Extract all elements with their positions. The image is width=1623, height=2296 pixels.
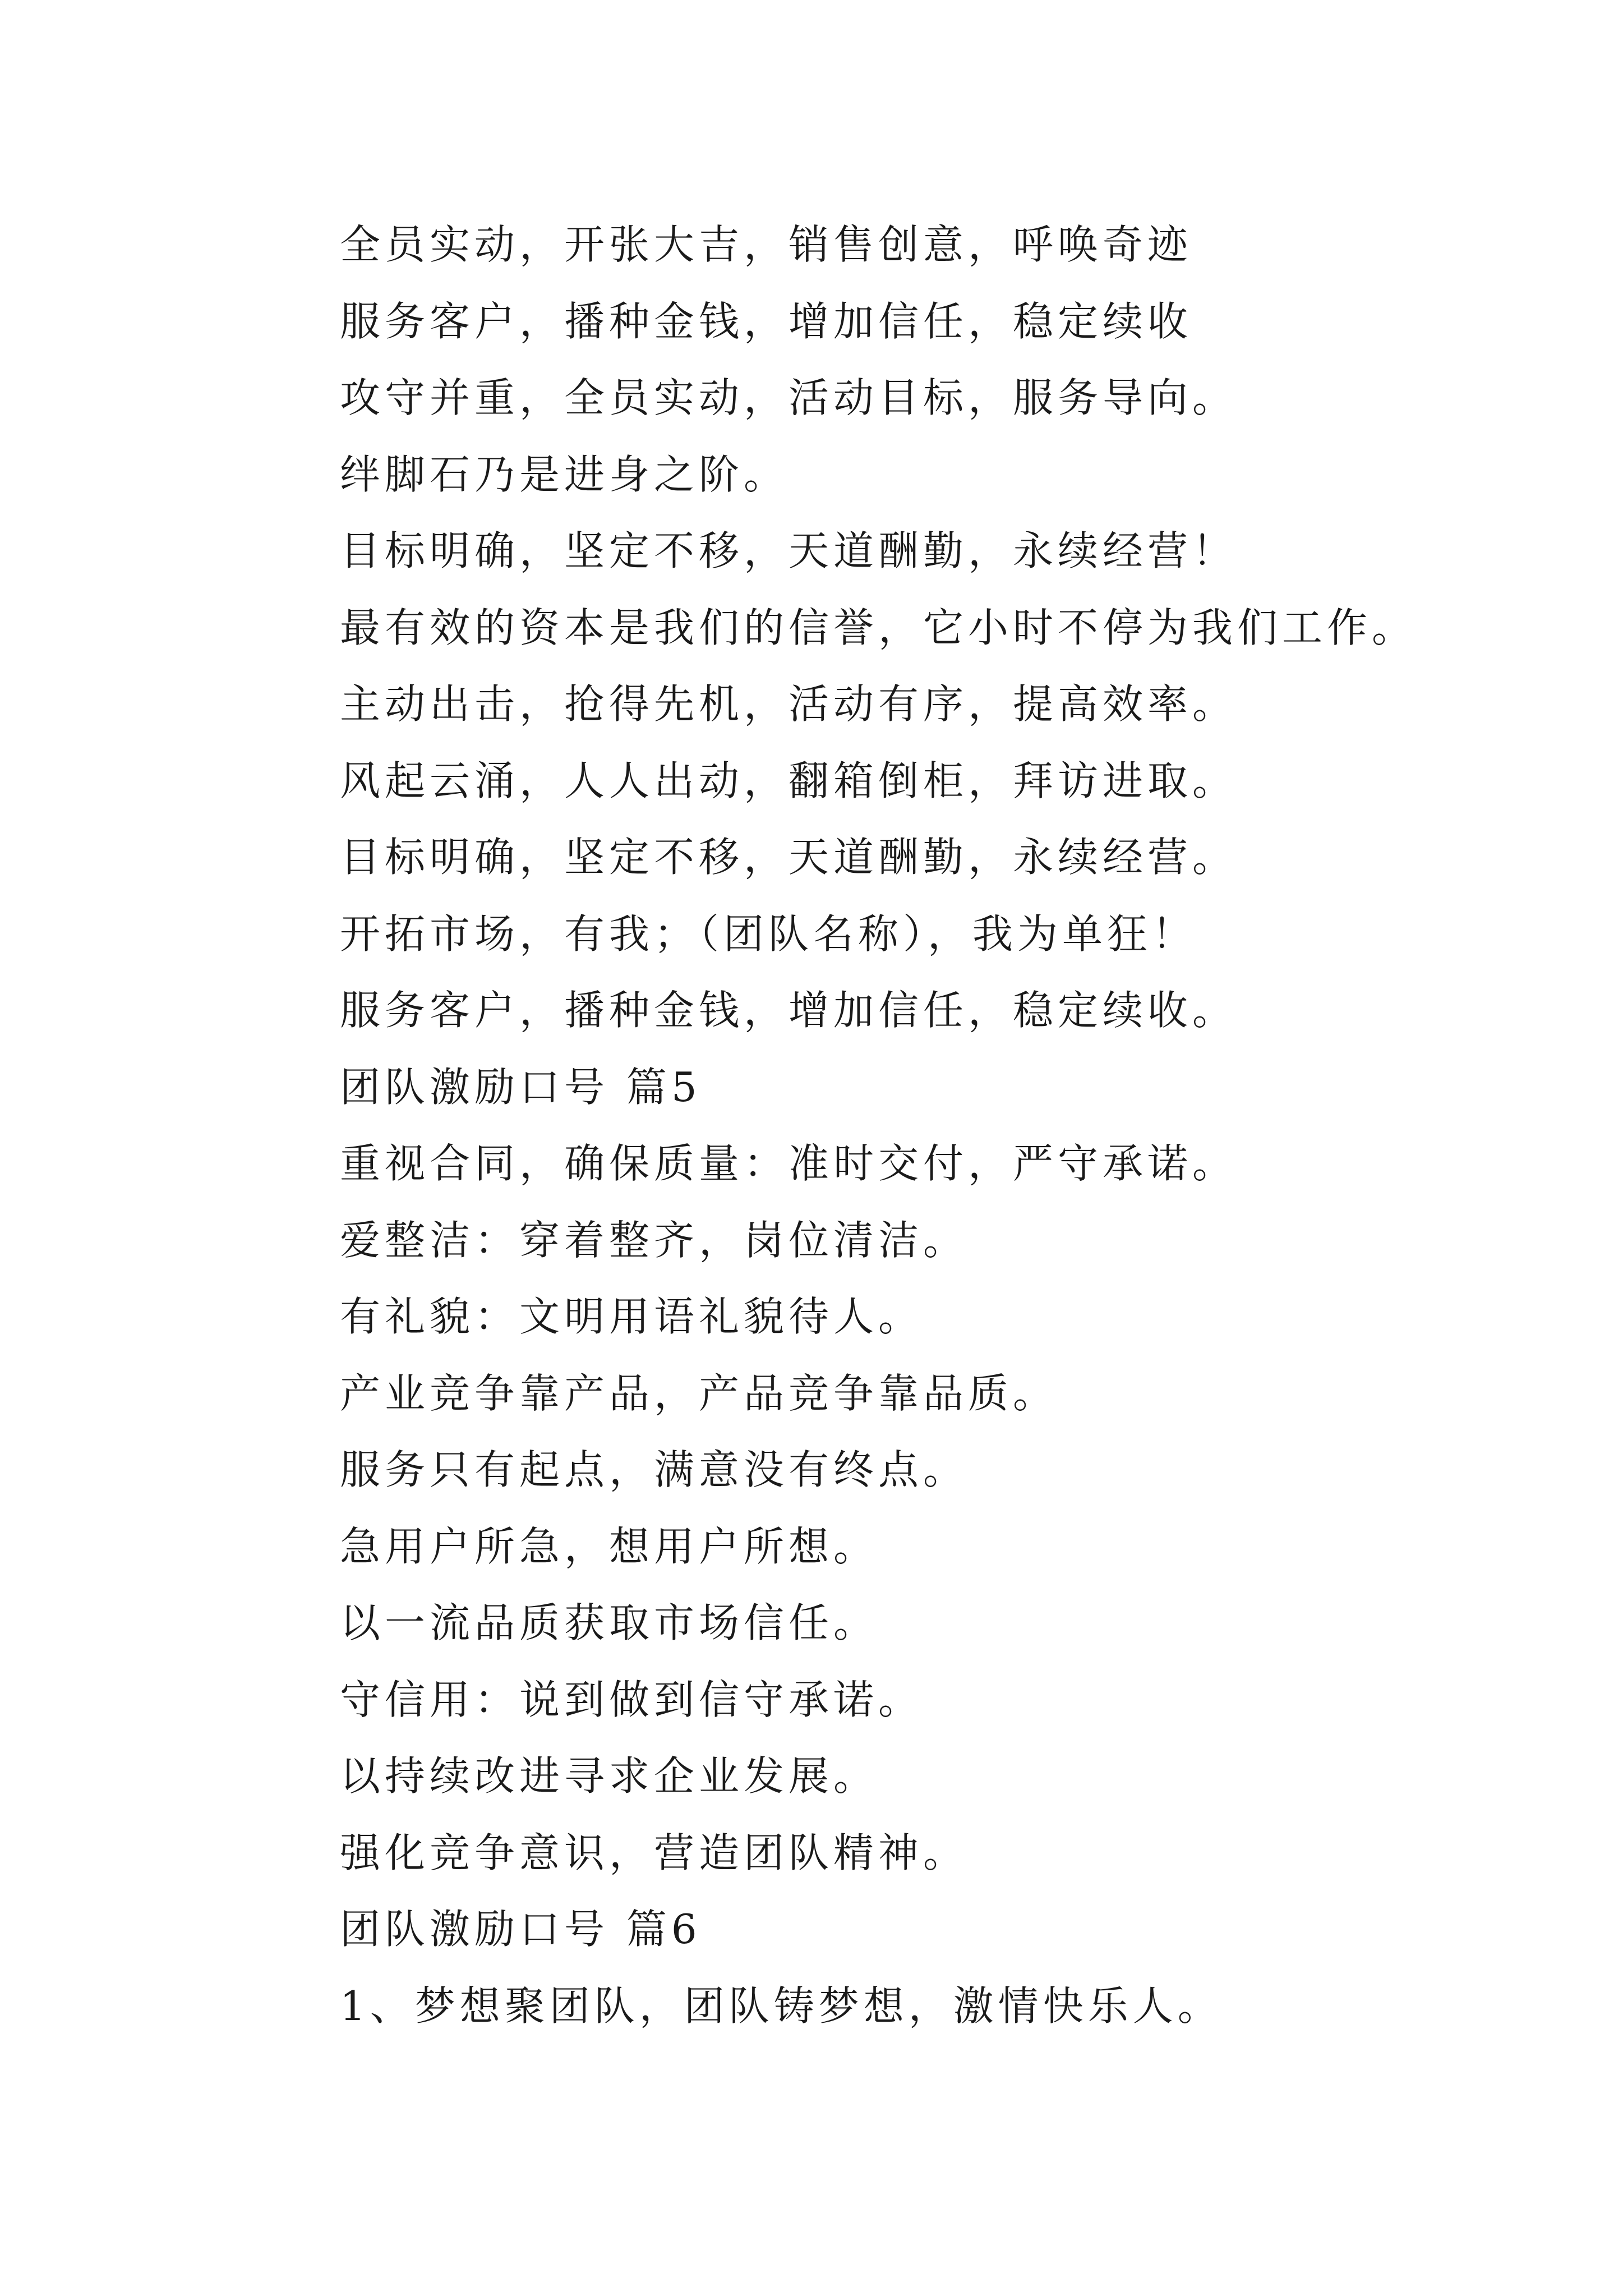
text-line: 以持续改进寻求企业发展。: [340, 1752, 879, 1800]
section-heading: 团队激励口号 篇6: [340, 1906, 702, 1953]
text-line: 服务客户，播种金钱，增加信任，稳定续收。: [340, 987, 1238, 1034]
text-line: 重视合同，确保质量：准时交付，严守承诺。: [340, 1140, 1238, 1187]
text-line: 绊脚石乃是进身之阶。: [340, 450, 789, 498]
text-line: 攻守并重，全员实动，活动目标，服务导向。: [340, 374, 1238, 421]
section-heading: 团队激励口号 篇5: [340, 1063, 702, 1111]
list-item: 1、梦想聚团队，团队铸梦想，激情快乐人。: [340, 1982, 1223, 2030]
text-line: 全员实动，开张大吉，销售创意，呼唤奇迹: [340, 221, 1193, 268]
text-line: 目标明确，坚定不移，天道酬勤，永续经营。: [340, 834, 1238, 881]
text-line: 开拓市场，有我；（团队名称），我为单狂！: [340, 910, 1197, 958]
text-line: 强化竞争意识，营造团队精神。: [340, 1829, 969, 1876]
text-line: 以一流品质获取市场信任。: [340, 1599, 879, 1646]
text-line: 产业竞争靠产品，产品竞争靠品质。: [340, 1369, 1058, 1417]
text-line: 最有效的资本是我们的信誉，它小时不停为我们工作。: [340, 604, 1417, 651]
text-line: 风起云涌，人人出动，翻箱倒柜，拜访进取。: [340, 757, 1238, 804]
text-line: 有礼貌：文明用语礼貌待人。: [340, 1293, 924, 1340]
text-line: 守信用：说到做到信守承诺。: [340, 1676, 924, 1723]
text-line: 主动出击，抢得先机，活动有序，提高效率。: [340, 680, 1238, 728]
text-line: 急用户所急，想用户所想。: [340, 1522, 879, 1570]
text-line: 目标明确，坚定不移，天道酬勤，永续经营！: [340, 527, 1238, 574]
text-line: 爱整洁：穿着整齐，岗位清洁。: [340, 1216, 969, 1264]
text-line: 服务客户，播种金钱，增加信任，稳定续收: [340, 297, 1193, 345]
text-line: 服务只有起点，满意没有终点。: [340, 1446, 969, 1493]
document-body: [340, 206, 1546, 2044]
